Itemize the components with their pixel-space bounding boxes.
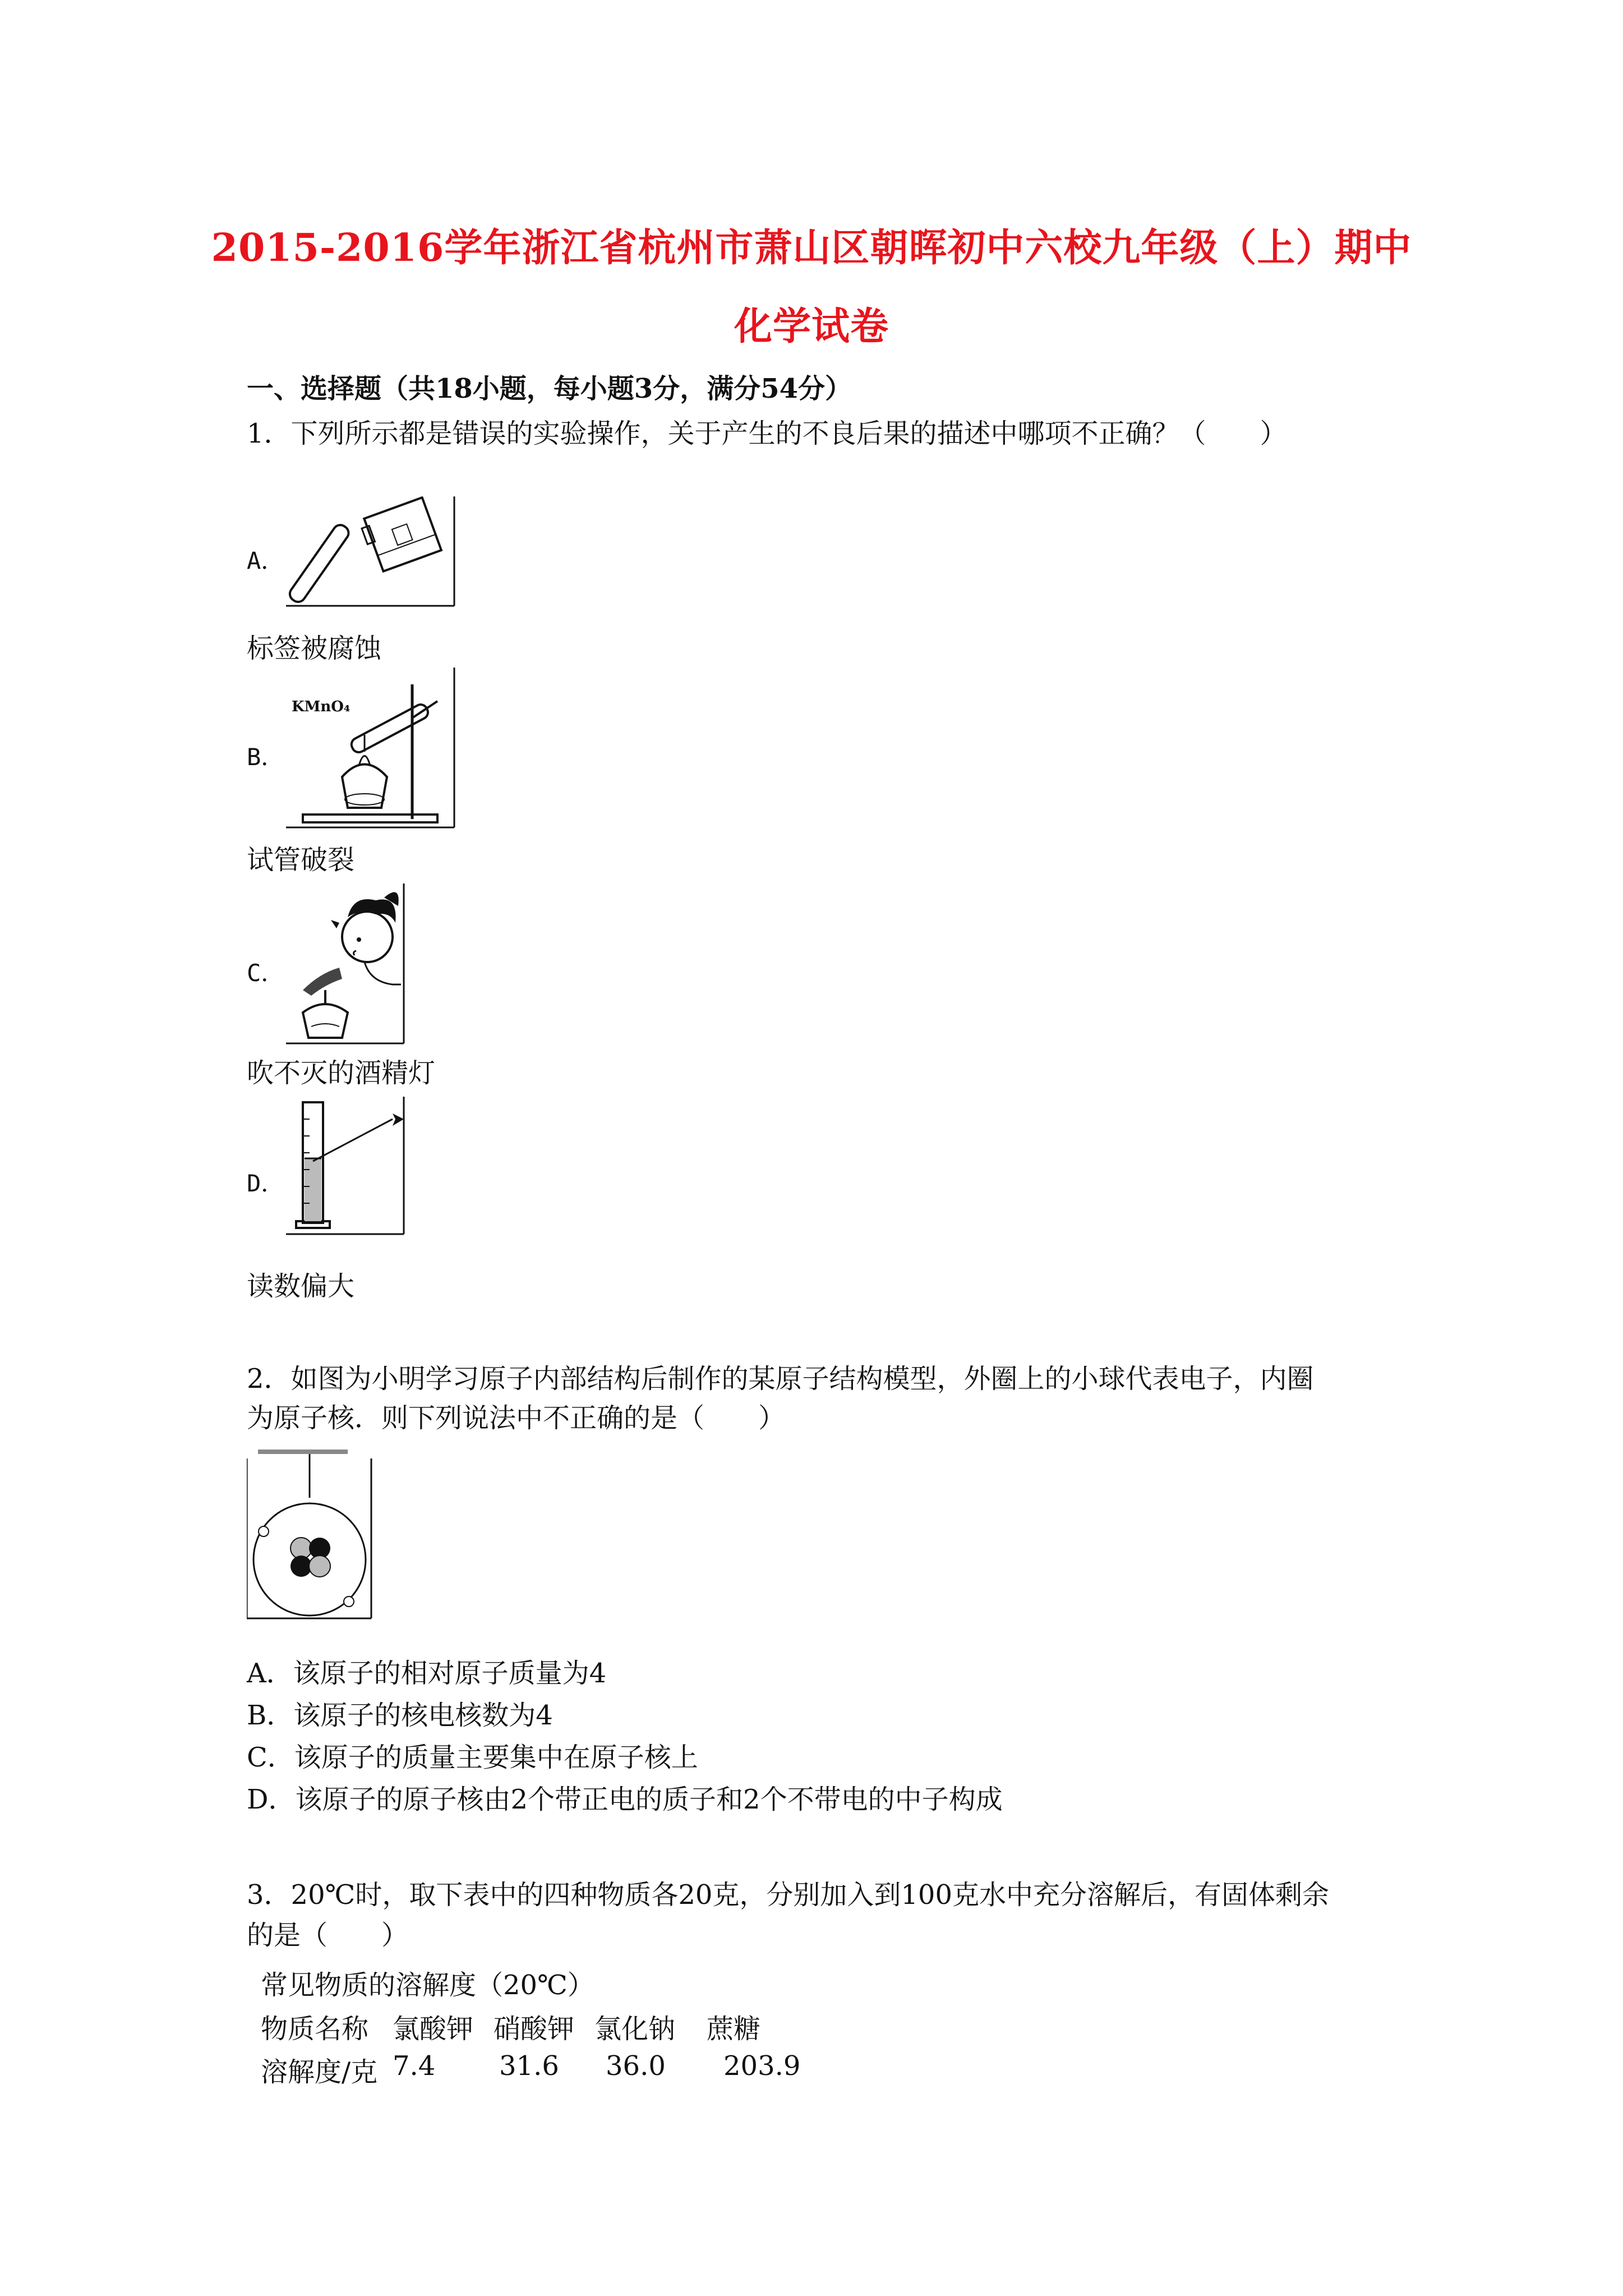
q1-option-c-letter: C． [247, 959, 285, 987]
figure-atom-model [247, 1447, 376, 1621]
table-value-sucrose: 203.9 [723, 2050, 801, 2082]
question-3-stem-line2: 的是（ ） [247, 1920, 409, 1951]
q2-option-a: A．该原子的相对原子质量为4 [247, 1658, 607, 1689]
table-header-name: 物质名称 [261, 2013, 369, 2045]
table-header-kclo3: 氯酸钾 [393, 2013, 474, 2045]
figure-blowing-lamp [286, 884, 409, 1046]
figure-heating-kmno4 [286, 668, 460, 830]
figure-pouring-liquid [286, 496, 460, 609]
q1-option-b-caption: 试管破裂 [247, 844, 355, 876]
question-1-stem: 1．下列所示都是错误的实验操作，关于产生的不良后果的描述中哪项不正确？（ ） [247, 418, 1287, 449]
table-header-nacl: 氯化钠 [594, 2013, 676, 2045]
q1-option-d-letter: D． [247, 1170, 285, 1197]
table-header-kno3: 硝酸钾 [494, 2013, 575, 2045]
table-row-label: 溶解度/克 [261, 2056, 378, 2088]
kmno4-label: KMnO₄ [292, 698, 351, 715]
table-header-sucrose: 蔗糖 [707, 2013, 761, 2045]
exam-title-line1: 2015-2016学年浙江省杭州市萧山区朝晖初中六校九年级（上）期中 [211, 226, 1412, 270]
question-2-stem-line1: 2．如图为小明学习原子内部结构后制作的某原子结构模型，外圈上的小球代表电子，内圈 [247, 1363, 1314, 1395]
table-value-nacl: 36.0 [606, 2050, 666, 2082]
q1-option-a-letter: A． [247, 547, 285, 574]
q2-option-b: B．该原子的核电核数为4 [247, 1700, 553, 1731]
question-3-stem-line1: 3．20℃时，取下表中的四种物质各20克，分别加入到100克水中充分溶解后，有固体剩余 [247, 1879, 1330, 1911]
table-value-kclo3: 7.4 [393, 2050, 436, 2082]
q2-option-d: D．该原子的原子核由2个带正电的质子和2个不带电的中子构成 [247, 1784, 1003, 1815]
q1-option-b-letter: B． [247, 743, 285, 771]
solubility-table-title: 常见物质的溶解度（20℃） [261, 1970, 594, 2001]
q1-option-d-caption: 读数偏大 [247, 1271, 355, 1302]
q1-option-a-caption: 标签被腐蚀 [247, 633, 382, 664]
question-2-stem-line2: 为原子核．则下列说法中不正确的是（ ） [247, 1402, 786, 1434]
section-heading: 一、选择题（共18小题，每小题3分，满分54分） [247, 373, 852, 404]
q2-option-c: C．该原子的质量主要集中在原子核上 [247, 1742, 698, 1773]
figure-graduated-cylinder [286, 1097, 409, 1237]
q1-option-c-caption: 吹不灭的酒精灯 [247, 1057, 436, 1089]
table-value-kno3: 31.6 [499, 2050, 559, 2082]
exam-title-line2: 化学试卷 [734, 304, 889, 349]
